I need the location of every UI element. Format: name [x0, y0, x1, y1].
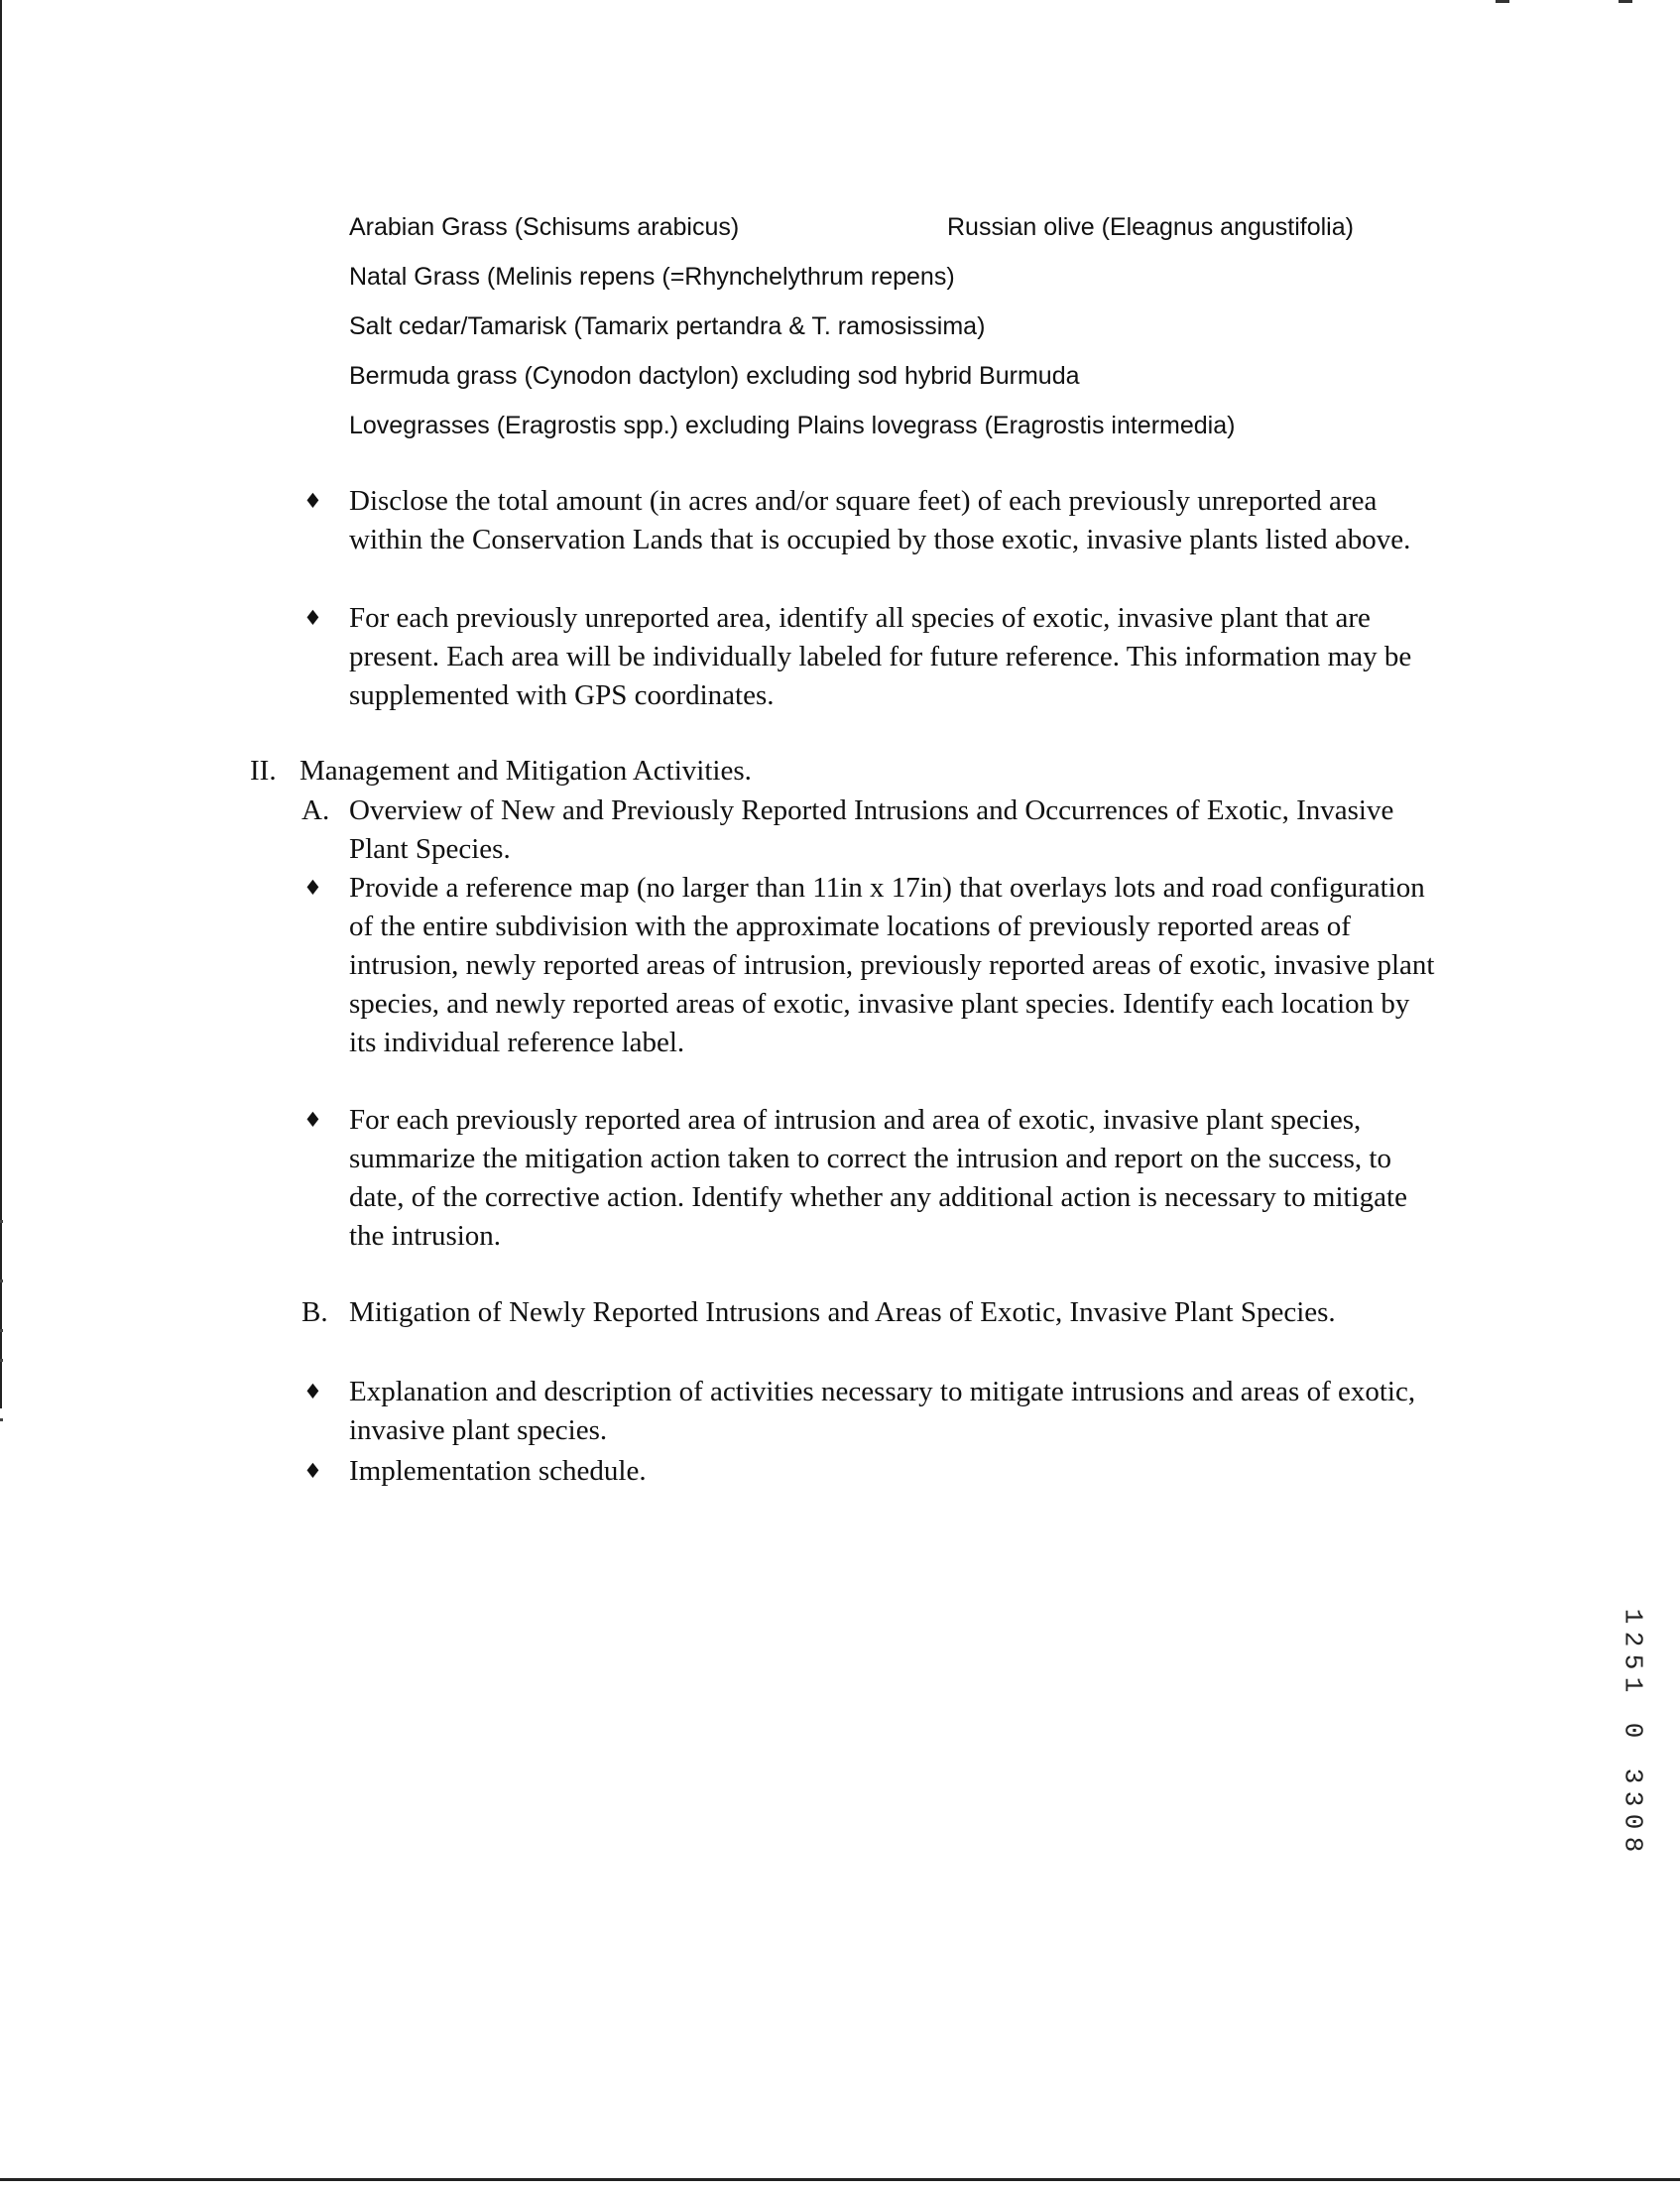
bullet-item	[303, 599, 1444, 715]
section-number: II.	[250, 755, 277, 787]
scan-artifact	[0, 1418, 3, 1421]
invasive-plant-list	[349, 202, 1440, 450]
subsection-heading	[301, 792, 1442, 869]
stamp-character: 0	[1618, 1722, 1648, 1739]
plant-list-row	[349, 252, 1440, 302]
plant-list-row	[349, 401, 1440, 450]
bullet-text: For each previously unreported area, identify all species of exotic, invasive plant that are present. Each area will be individually labeled for future reference. This information may be supplemented with GPS coordinates.	[349, 602, 1412, 711]
plant-name: Russian olive (Eleagnus angustifolia)	[947, 213, 1354, 241]
subsection-letter: B.	[301, 1296, 328, 1328]
plant-name: Arabian Grass (Schisums arabicus)	[349, 213, 740, 241]
bullet-item	[303, 1452, 1444, 1491]
plant-name: Bermuda grass (Cynodon dactylon) excluding sod hybrid Burmuda	[349, 362, 1080, 390]
subsection-title: Mitigation of Newly Reported Intrusions and Areas of Exotic, Invasive Plant Species.	[349, 1296, 1336, 1328]
stamp-character: 5	[1618, 1653, 1648, 1670]
scan-artifact	[0, 1359, 3, 1362]
plant-name: Salt cedar/Tamarisk (Tamarix pertandra & T. ramosissima)	[349, 312, 986, 340]
diamond-bullet-icon: ♦	[303, 489, 322, 513]
diamond-bullet-icon: ♦	[303, 606, 322, 630]
bullet-item	[303, 869, 1444, 1062]
bullet-item	[303, 1373, 1444, 1450]
subsection-title: Overview of New and Previously Reported Intrusions and Occurrences of Exotic, Invasive Plant Species.	[349, 794, 1394, 865]
scan-edge-bottom	[0, 2178, 1680, 2181]
bullet-text: Disclose the total amount (in acres and/or square feet) of each previously unreported area within the Conservation Lands that is occupied by those exotic, invasive plants listed above.	[349, 485, 1411, 555]
diamond-bullet-icon: ♦	[303, 1380, 322, 1403]
stamp-character	[1621, 1742, 1644, 1766]
bullet-text: Provide a reference map (no larger than 11in x 17in) that overlays lots and road configuration of the entire subdivision with the approximate locations of previously reported areas of intrusion, newly reported areas of intrusion, previously reported areas of exotic, invasive plant species, and newly reported areas of exotic, invasive plant species. Identify each location by its individual reference label.	[349, 872, 1435, 1058]
stamp-character	[1621, 1696, 1644, 1720]
subsection-heading	[301, 1293, 1442, 1332]
scan-artifact	[0, 1220, 3, 1223]
scan-artifact	[1496, 0, 1509, 3]
plant-list-row	[349, 302, 1440, 351]
diamond-bullet-icon: ♦	[303, 1108, 322, 1132]
stamp-character: 1	[1618, 1676, 1648, 1693]
scan-artifact	[1619, 0, 1632, 3]
stamp-character: 3	[1618, 1790, 1648, 1807]
plant-list-row	[349, 351, 1440, 401]
subsection-letter: A.	[301, 794, 330, 826]
diamond-bullet-icon: ♦	[303, 1459, 322, 1483]
bullet-item	[303, 482, 1444, 559]
scan-edge-left	[0, 0, 2, 1408]
scan-artifact	[0, 1329, 3, 1332]
stamp-character: 8	[1618, 1836, 1648, 1853]
plant-name: Lovegrasses (Eragrostis spp.) excluding Plains lovegrass (Eragrostis intermedia)	[349, 412, 1236, 439]
bullet-text: Explanation and description of activities necessary to mitigate intrusions and areas of exotic, invasive plant species.	[349, 1376, 1416, 1446]
bullet-text: Implementation schedule.	[349, 1455, 647, 1487]
bullet-text: For each previously reported area of intrusion and area of exotic, invasive plant species, summarize the mitigation action taken to correct the intrusion and report on the success, to date, of the corrective action. Identify whether any additional action is necessary to mitigate the intrusion.	[349, 1104, 1407, 1252]
section-title: Management and Mitigation Activities.	[300, 755, 752, 787]
scan-artifact	[0, 1279, 3, 1282]
bullet-item	[303, 1101, 1444, 1256]
section-heading	[250, 752, 1440, 791]
document-stamp	[1618, 1605, 1648, 1856]
stamp-character: 1	[1618, 1608, 1648, 1625]
stamp-character: 0	[1618, 1813, 1648, 1830]
plant-name: Natal Grass (Melinis repens (=Rhynchelythrum repens)	[349, 263, 955, 291]
stamp-character: 2	[1618, 1631, 1648, 1647]
plant-list-row	[349, 202, 1440, 252]
diamond-bullet-icon: ♦	[303, 876, 322, 900]
stamp-character: 3	[1618, 1767, 1648, 1784]
